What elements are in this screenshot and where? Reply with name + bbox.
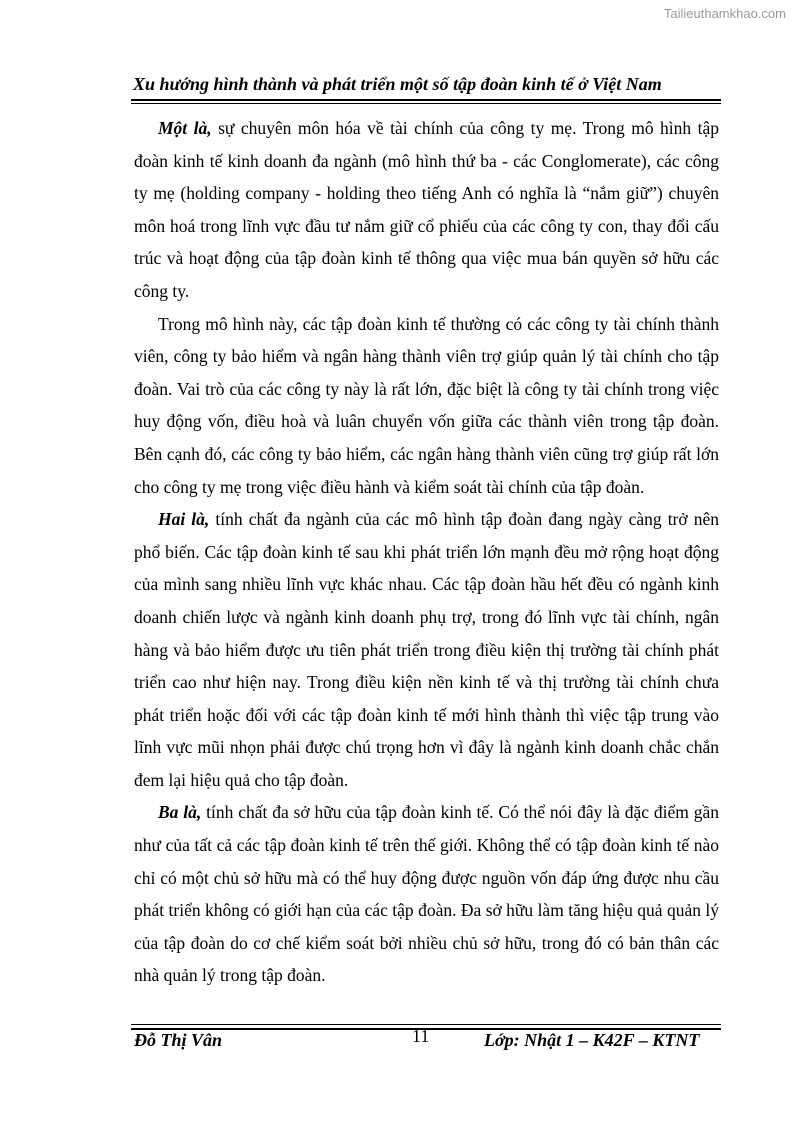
paragraph-lead: Hai là, (158, 509, 210, 530)
footer-rule-thin (131, 1024, 721, 1025)
paragraph-text: Trong mô hình này, các tập đoàn kinh tế thường có các công ty tài chính thành viên, công ty bảo hiểm và ngân hàng thành viên trợ giúp quản lý tài chính cho tập đoàn. Vai trò của các công ty này là rất lớn, đặc biệt là công ty tài chính trong việc huy động vốn, điều hoà và luân chuyển vốn giữa các thành viên trong tập đoàn. Bên cạnh đó, các công ty bảo hiểm, các ngân hàng thành viên cũng trợ giúp rất lớn cho công ty mẹ trong việc điều hành và kiểm soát tài chính của tập đoàn. (134, 313, 719, 497)
paragraph-ba-la (134, 796, 719, 992)
document-body (134, 112, 719, 992)
paragraph-text: sự chuyên môn hóa về tài chính của công ty mẹ. Trong mô hình tập đoàn kinh tế kinh doanh đa ngành (mô hình thứ ba - các Conglomerate), các công ty mẹ (holding company - holding theo tiếng Anh có nghĩa là “nắm giữ”) chuyên môn hoá trong lĩnh vực đầu tư nắm giữ cổ phiếu của các công ty con, thay đổi cấu trúc và hoạt động của tập đoàn kinh tế thông qua việc mua bán quyền sở hữu các công ty. (134, 118, 719, 301)
header-rule-thin (131, 103, 721, 104)
paragraph-hai-la (134, 503, 719, 796)
footer-class: Lớp: Nhật 1 – K42F – KTNT (484, 1030, 700, 1050)
paragraph-text: tính chất đa ngành của các mô hình tập đoàn đang ngày càng trở nên phổ biến. Các tập đoàn kinh tế sau khi phát triển lớn mạnh đều mở rộng hoạt động của mình sang nhiều lĩnh vực khác nhau. Các tập đoàn hầu hết đều có ngành kinh doanh chiến lược và ngành kinh doanh phụ trợ, trong đó lĩnh vực tài chính, ngân hàng và bảo hiểm được ưu tiên phát triển trong điều kiện thị trường tài chính phát triển cao như hiện nay. Trong điều kiện nền kinh tế và thị trường tài chính chưa phát triển hoặc đối với các tập đoàn kinh tế mới hình thành thì việc tập trung vào lĩnh vực mũi nhọn phải được chú trọng hơn vì đây là ngành kinh doanh chắc chắn đem lại hiệu quả cho tập đoàn. (134, 509, 719, 790)
page-number: 11 (412, 1026, 430, 1046)
header-rule-thick (131, 99, 721, 101)
paragraph-mot-la (134, 112, 719, 308)
paragraph-lead: Ba là, (158, 802, 202, 823)
footer-author: Đỗ Thị Vân (134, 1030, 223, 1050)
paragraph-text: tính chất đa sở hữu của tập đoàn kinh tế. Có thể nói đây là đặc điểm gần như của tất cả các tập đoàn kinh tế trên thế giới. Không thể có tập đoàn kinh tế nào chỉ có một chủ sở hữu mà có thể huy động được nguồn vốn đáp ứng được nhu cầu phát triển không có giới hạn của các tập đoàn. Đa sở hữu làm tăng hiệu quả quản lý của tập đoàn do cơ chế kiểm soát bởi nhiều chủ sở hữu, trong đó có bản thân các nhà quản lý trong tập đoàn. (134, 802, 719, 986)
watermark-text: Tailieuthamkhao.com (663, 6, 786, 21)
page-header-title: Xu hướng hình thành và phát triển một số tập đoàn kinh tế ở Việt Nam (133, 74, 662, 94)
paragraph-trong-mo-hinh (134, 308, 719, 504)
paragraph-lead: Một là, (158, 118, 212, 138)
